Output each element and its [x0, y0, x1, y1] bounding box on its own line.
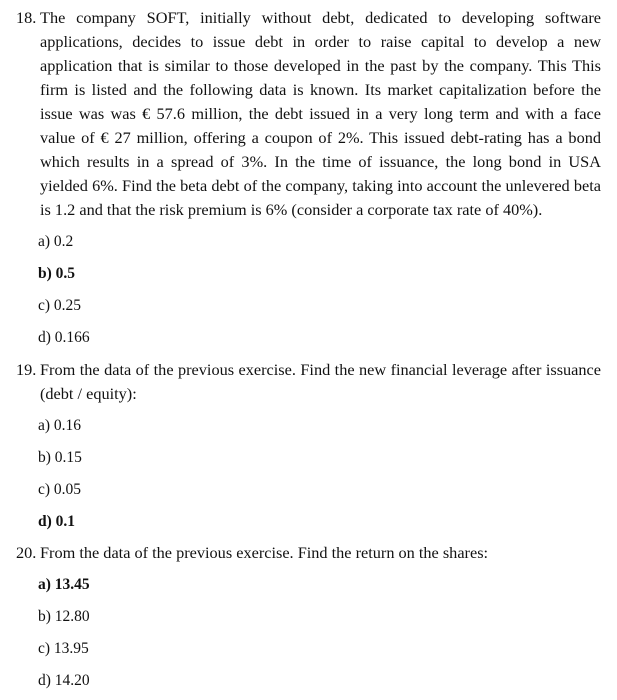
answer-options	[16, 569, 601, 697]
answer-options	[16, 226, 601, 354]
question-number: 18.	[16, 8, 37, 27]
question-text: From the data of the previous exercise. Find the return on the shares:	[40, 543, 489, 562]
option-b: b) 0.15	[38, 449, 82, 466]
option-a: a) 0.16	[38, 417, 82, 434]
option-d: d) 14.20	[38, 672, 90, 689]
question-number: 20.	[16, 543, 37, 562]
question-header	[16, 6, 601, 222]
option-d: d) 0.166	[38, 329, 90, 346]
question-number: 19.	[16, 360, 37, 379]
question-19	[16, 358, 601, 538]
option-c: c) 0.25	[38, 297, 82, 314]
option-c: c) 13.95	[38, 640, 89, 657]
option-a: a) 13.45	[38, 576, 90, 593]
question-header	[16, 541, 601, 565]
question-text: From the data of the previous exercise. Find the new financial leverage after issuance (debt / equity):	[40, 360, 601, 403]
option-b: b) 0.5	[38, 265, 76, 282]
question-20	[16, 541, 601, 697]
option-d: d) 0.1	[38, 513, 76, 530]
question-header	[16, 358, 601, 406]
option-b: b) 12.80	[38, 608, 90, 625]
question-18	[16, 6, 601, 354]
question-text: The company SOFT, initially without debt, dedicated to developing software applications, decides to issue debt in order to raise capital to develop a new application that is similar to those developed in the past by the company. This This firm is listed and the following data is known. Its market capitalization before the issue was was € 57.6 million, the debt issued in a very long term and with a face value of € 27 million, offering a coupon of 2%. This issued debt-rating has a bond which results in a spread of 3%. In the time of issuance, the long bond in USA yielded 6%. Find the beta debt of the company, taking into account the unlevered beta is 1.2 and that the risk premium is 6% (consider a corporate tax rate of 40%).	[40, 8, 601, 219]
option-c: c) 0.05	[38, 481, 82, 498]
answer-options	[16, 410, 601, 538]
option-a: a) 0.2	[38, 233, 74, 250]
